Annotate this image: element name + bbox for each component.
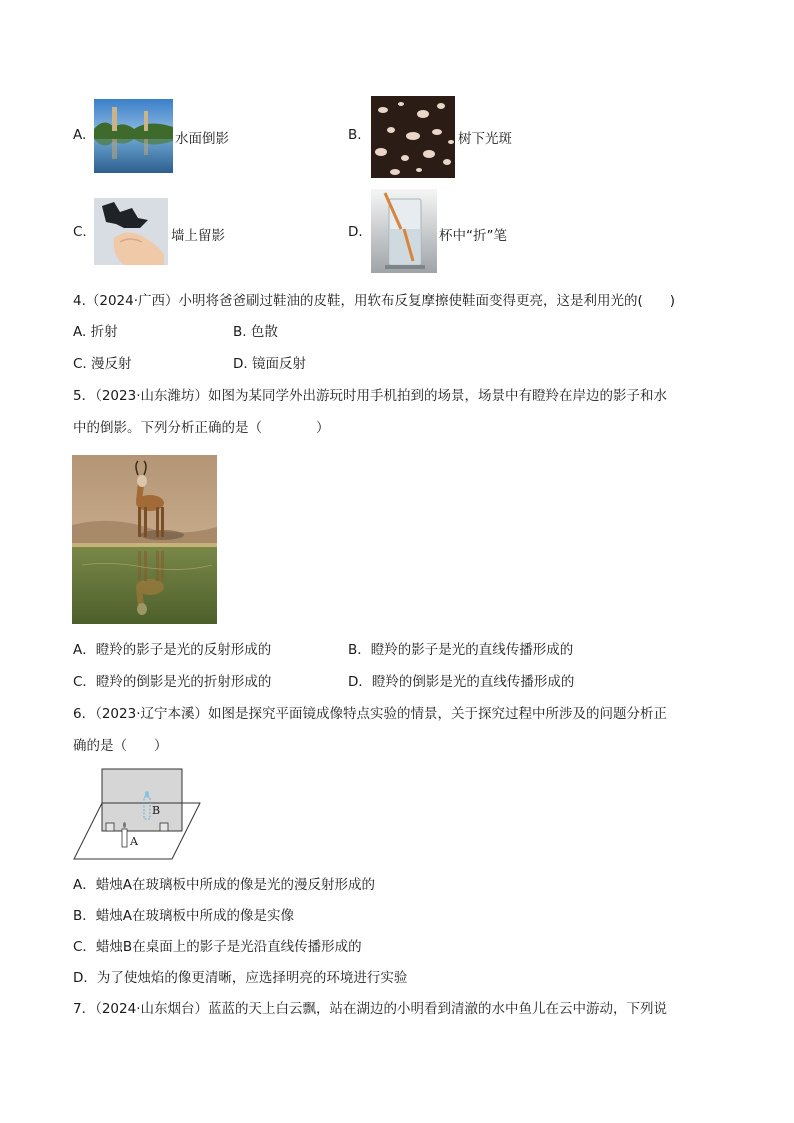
- lake-reflection-image: [94, 99, 173, 173]
- plane-mirror-experiment-figure: [72, 767, 204, 862]
- q3-option-d-text: 杯中“折”笔: [439, 228, 507, 244]
- light-spots-image: [371, 96, 455, 178]
- q6-option-d: D．为了使烛焰的像更清晰，应选择明亮的环境进行实验: [73, 970, 408, 986]
- q6-option-b: B．蜡烛A在玻璃板中所成的像是实像: [73, 908, 294, 924]
- gazelle-reflection-image: [72, 455, 217, 624]
- figure-label-a: A: [130, 835, 138, 848]
- q5-stem-line2: 中的倒影。下列分析正确的是（ ）: [73, 420, 330, 436]
- q4-option-a: A. 折射: [73, 324, 118, 340]
- q4-option-d: D. 镜面反射: [233, 356, 306, 372]
- q5-option-c: C．瞪羚的倒影是光的折射形成的: [73, 674, 272, 690]
- q4-stem: 4.（2024·广西）小明将爸爸刷过鞋油的皮鞋，用软布反复摩擦使鞋面变得更亮，这是利用光的( ): [73, 293, 676, 309]
- q3-option-c-letter: C.: [73, 224, 87, 240]
- hand-shadow-image: [94, 198, 168, 265]
- q3-option-a-letter: A.: [73, 127, 87, 143]
- q3-option-b-letter: B.: [348, 127, 362, 143]
- figure-label-b: B: [152, 804, 161, 817]
- q6-stem-line1: 6．（2023·辽宁本溪）如图是探究平面镜成像特点实验的情景，关于探究过程中所涉及的问题分析正: [73, 706, 667, 722]
- q6-stem-line2: 确的是（ ）: [73, 738, 168, 754]
- q3-option-c-text: 墙上留影: [171, 228, 225, 244]
- q3-option-d-letter: D.: [348, 224, 363, 240]
- q4-option-c: C. 漫反射: [73, 356, 132, 372]
- q7-stem-line1: 7．（2024·山东烟台）蓝蓝的天上白云飘，站在湖边的小明看到清澈的水中鱼儿在云中游动，下列说: [73, 1001, 667, 1017]
- q5-option-a: A．瞪羚的影子是光的反射形成的: [73, 642, 272, 658]
- q6-option-a: A．蜡烛A在玻璃板中所成的像是光的漫反射形成的: [73, 877, 375, 893]
- q5-stem-line1: 5．（2023·山东潍坊）如图为某同学外出游玩时用手机拍到的场景，场景中有瞪羚在岸边的影子和水: [73, 388, 667, 404]
- q5-option-b: B．瞪羚的影子是光的直线传播形成的: [348, 642, 574, 658]
- q6-option-c: C．蜡烛B在桌面上的影子是光沿直线传播形成的: [73, 939, 362, 955]
- q5-option-d: D．瞪羚的倒影是光的直线传播形成的: [348, 674, 575, 690]
- pencil-in-glass-image: [371, 189, 437, 273]
- q4-option-b: B. 色散: [233, 324, 278, 340]
- q3-option-b-text: 树下光斑: [458, 131, 512, 147]
- q3-option-a-text: 水面倒影: [175, 131, 229, 147]
